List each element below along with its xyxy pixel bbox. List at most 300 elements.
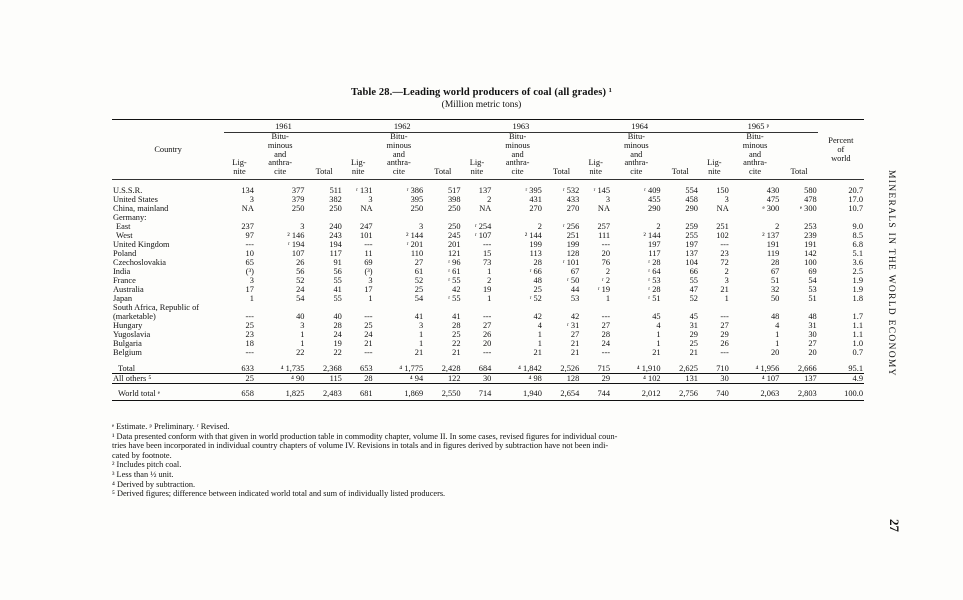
table-cell: 17 (364, 284, 373, 294)
country-name: Poland (113, 248, 137, 258)
table-cell: 67 (570, 266, 580, 276)
table-cell: ʳ 61 (448, 266, 461, 276)
table-cell: 45 (652, 311, 661, 321)
table-cell: 1,869 (374, 383, 425, 400)
table-cell: ⁴ 90 (255, 373, 306, 383)
table-cell: 1,940 (492, 383, 543, 400)
country-name: Germany: (113, 212, 147, 222)
table-cell: 29 (580, 373, 611, 383)
table-cell: ʳ 201 (406, 239, 424, 249)
table-cell: 684 (462, 357, 493, 374)
table-cell: 290 (685, 203, 698, 213)
header-total: Total (543, 133, 580, 180)
table-cell: 24 (296, 284, 305, 294)
table-cell: 22 (296, 347, 305, 357)
table-cell: 22 (452, 338, 461, 348)
table-cell: 19 (333, 338, 342, 348)
country-name: Czechoslovakia (113, 257, 167, 267)
table-cell (543, 213, 580, 222)
table-cell: 41 (452, 311, 461, 321)
table-cell: 42 (570, 311, 580, 321)
table-row (112, 357, 864, 374)
table-cell: ʳ 31 (566, 320, 580, 330)
table-cell: ʳ 28 (648, 284, 661, 294)
table-cell: 15 (482, 248, 492, 258)
table-cell (255, 213, 306, 222)
table-cell: 47 (689, 284, 698, 294)
table-cell: 137 (478, 185, 492, 195)
table-cell: 455 (648, 194, 661, 204)
table-cell: 2 (487, 194, 492, 204)
table-cell: 1 (656, 338, 661, 348)
header-bituminous: Bitu- minous and anthra- cite (255, 133, 306, 180)
table-cell: 45 (689, 311, 698, 321)
table-cell: 32 (770, 284, 780, 294)
table-cell: 255 (685, 230, 698, 240)
table-cell: 18 (245, 338, 254, 348)
table-cell: 67 (770, 266, 780, 276)
table-cell: (³) (364, 266, 373, 276)
table-cell: 3 (418, 221, 424, 231)
table-cell: 3 (300, 320, 305, 330)
table-cell: 1.1 (852, 320, 863, 330)
table-row (112, 195, 864, 204)
table-cell: 55 (689, 275, 698, 285)
table-cell: 25 (414, 284, 424, 294)
table-cell: 102 (716, 230, 729, 240)
table-cell: 40 (333, 311, 342, 321)
table-cell: 1 (775, 329, 780, 339)
table-cell: 2,483 (305, 383, 342, 400)
table-cell: 56 (333, 266, 342, 276)
country-name: (marketable) (113, 311, 156, 321)
country-name: South Africa, Republic of (113, 302, 200, 312)
table-cell: 2,526 (543, 357, 580, 374)
table-cell: 22 (333, 347, 342, 357)
table-cell: 377 (291, 185, 305, 195)
table-cell: 111 (598, 230, 611, 240)
table-cell: 2,666 (780, 357, 817, 374)
table-cell: 251 (716, 221, 729, 231)
footnotes (112, 422, 864, 499)
table-cell: 72 (720, 257, 729, 267)
table-cell: 1 (418, 338, 424, 348)
table-cell: 27 (720, 320, 729, 330)
table-cell (780, 213, 817, 222)
country-name: East (116, 221, 131, 231)
header-bituminous: Bitu- minous and anthra- cite (611, 133, 662, 180)
coal-table-container (112, 119, 864, 401)
table-cell: ʳ 19 (597, 284, 611, 294)
table-cell: --- (482, 347, 492, 357)
table-cell: 26 (296, 257, 305, 267)
header-year: 1963 (462, 120, 581, 133)
table-row (112, 303, 864, 312)
table-cell: 23 (720, 248, 729, 258)
table-cell: 131 (662, 373, 699, 383)
table-cell: ʳ 256 (562, 221, 580, 231)
table-cell: 250 (329, 203, 342, 213)
table-cell: 2,012 (611, 383, 662, 400)
table-cell: 48 (533, 275, 542, 285)
table-cell: 53 (808, 284, 817, 294)
footnote-line: ³ Less than ½ unit. (112, 469, 174, 479)
table-cell: 3 (300, 221, 305, 231)
footnote-line: ² Includes pitch coal. (112, 460, 182, 470)
table-cell: 51 (808, 293, 817, 303)
table-cell: --- (482, 239, 492, 249)
table-row (112, 373, 864, 383)
header-bituminous: Bitu- minous and anthra- cite (730, 133, 781, 180)
table-cell: 117 (648, 248, 661, 258)
table-cell (462, 303, 493, 312)
table-row (112, 285, 864, 294)
table-cell: 1.9 (852, 284, 863, 294)
table-cell: 458 (685, 194, 698, 204)
table-cell: 128 (543, 373, 580, 383)
table-cell: 76 (601, 257, 611, 267)
country-name: India (113, 266, 131, 276)
table-cell: 554 (685, 185, 698, 195)
table-cell: 25 (533, 284, 542, 294)
header-lignite: Lig- nite (224, 133, 255, 180)
table-cell: 259 (685, 221, 698, 231)
table-cell: 23 (245, 329, 254, 339)
table-cell: 1 (300, 338, 305, 348)
table-cell: 27 (570, 329, 580, 339)
table-cell: 25 (224, 373, 255, 383)
table-cell: ⁴ 1,735 (255, 357, 306, 374)
table-cell: 2,654 (543, 383, 580, 400)
table-cell: ᵉ 300 (799, 203, 817, 213)
table-cell: 21 (364, 338, 373, 348)
table-cell: 25 (452, 329, 461, 339)
table-cell: 710 (699, 357, 730, 374)
table-cell: 430 (766, 185, 780, 195)
table-cell (730, 303, 781, 312)
table-cell: 4 (656, 320, 661, 330)
table-cell (492, 303, 543, 312)
table-cell: 17.0 (848, 194, 863, 204)
table-cell: 250 (291, 203, 305, 213)
table-cell: NA (479, 203, 492, 213)
country-name: Yugoslavia (113, 329, 151, 339)
table-cell: 142 (804, 248, 817, 258)
table-cell: 475 (766, 194, 780, 204)
table-cell (699, 213, 730, 222)
footnote-line: cated by footnote. (112, 450, 172, 460)
table-cell: 50 (770, 293, 780, 303)
table-cell: 27 (808, 338, 817, 348)
table-cell (543, 303, 580, 312)
table-cell: 199 (529, 239, 542, 249)
table-cell: 1 (724, 293, 729, 303)
table-cell: --- (364, 347, 373, 357)
table-cell (662, 213, 699, 222)
table-cell: ʳ 386 (406, 185, 424, 195)
table-cell: 69 (808, 266, 817, 276)
country-name: United States (113, 194, 158, 204)
table-row (112, 321, 864, 330)
table-cell: 107 (291, 248, 305, 258)
table-cell: ʳ 145 (593, 185, 611, 195)
table-cell: 100 (804, 257, 817, 267)
table-cell: 395 (410, 194, 424, 204)
table-cell: --- (364, 311, 373, 321)
table-cell: 42 (533, 311, 542, 321)
table-cell: ʳ 53 (648, 275, 661, 285)
table-cell: 10.7 (848, 203, 863, 213)
table-cell: 24 (601, 338, 611, 348)
table-cell: 9.0 (852, 221, 863, 231)
table-cell: 2 (605, 266, 611, 276)
table-cell: 1 (537, 338, 542, 348)
table-row (112, 330, 864, 339)
table-cell (374, 213, 425, 222)
table-cell (699, 303, 730, 312)
country-name: World total ᵉ (112, 383, 224, 400)
table-cell: 270 (566, 203, 580, 213)
table-cell (255, 303, 306, 312)
table-row (112, 258, 864, 267)
table-cell: 3 (605, 194, 611, 204)
table-cell: ʳ 131 (356, 185, 373, 195)
header-percent: Percent of world (818, 120, 864, 180)
table-cell: 29 (720, 329, 729, 339)
table-cell: 290 (648, 203, 661, 213)
table-cell: 2,803 (780, 383, 817, 400)
table-cell: --- (364, 239, 373, 249)
table-row (112, 276, 864, 285)
table-cell: 633 (224, 357, 255, 374)
table-cell: 150 (716, 185, 729, 195)
table-cell: 52 (296, 275, 305, 285)
table-cell: ² 144 (524, 230, 542, 240)
table-cell: 191 (766, 239, 780, 249)
table-row (112, 213, 864, 222)
table-cell: ʳ 194 (287, 239, 305, 249)
table-cell: 55 (333, 275, 342, 285)
table-cell: 201 (447, 239, 461, 249)
table-cell: ⁴ 102 (611, 373, 662, 383)
table-cell: 191 (804, 239, 817, 249)
table-cell: 69 (364, 257, 373, 267)
table-cell: --- (601, 311, 611, 321)
table-row (112, 222, 864, 231)
table-cell: 52 (689, 293, 698, 303)
table-cell: 2 (537, 221, 542, 231)
table-cell: 253 (804, 221, 817, 231)
table-cell: 3 (368, 194, 373, 204)
table-cell: 54 (808, 275, 817, 285)
table-cell: 20 (808, 347, 817, 357)
table-cell: 3 (249, 275, 254, 285)
table-cell: ʳ 2 (601, 275, 611, 285)
table-cell: 40 (296, 311, 305, 321)
table-cell: 110 (410, 248, 424, 258)
table-cell: 247 (360, 221, 373, 231)
table-row (112, 339, 864, 348)
table-cell (343, 303, 374, 312)
country-name: All others ⁵ (112, 373, 224, 383)
table-cell (611, 303, 662, 312)
table-cell: ⁴ 94 (374, 373, 425, 383)
table-cell: ʳ 55 (448, 293, 461, 303)
header-year: 1961 (224, 120, 343, 133)
running-header: MINERALS IN THE WORLD ECONOMY (886, 170, 896, 377)
table-row (112, 383, 864, 400)
country-name: West (116, 230, 133, 240)
table-cell: ² 144 (643, 230, 661, 240)
table-cell (730, 213, 781, 222)
table-row (112, 348, 864, 357)
table-cell: 194 (329, 239, 342, 249)
table-cell: 21 (452, 347, 461, 357)
table-cell: 10 (245, 248, 254, 258)
table-cell: 2 (656, 221, 661, 231)
table-cell: 1 (605, 293, 611, 303)
country-name: Japan (113, 293, 133, 303)
table-cell: 19 (482, 284, 492, 294)
table-cell: 433 (566, 194, 580, 204)
table-cell: 28 (601, 329, 611, 339)
table-cell: 250 (410, 203, 424, 213)
table-cell: 3 (724, 194, 729, 204)
table-cell: ² 144 (405, 230, 424, 240)
table-cell (343, 213, 374, 222)
table-cell (818, 303, 864, 312)
table-cell: 1 (487, 266, 492, 276)
table-cell: 61 (414, 266, 424, 276)
table-cell: ² 137 (762, 230, 780, 240)
table-cell: --- (245, 347, 254, 357)
table-cell: 20 (770, 347, 780, 357)
table-cell: 1.7 (852, 311, 863, 321)
table-cell: 1.1 (852, 329, 863, 339)
table-cell: 97 (245, 230, 254, 240)
table-cell: 21 (414, 347, 424, 357)
table-cell (424, 303, 461, 312)
table-cell: 3 (418, 320, 424, 330)
table-cell: 30 (808, 329, 817, 339)
table-cell: 4 (775, 320, 780, 330)
country-name: Hungary (113, 320, 143, 330)
footnote-line: ¹ Data presented conform with that given in world production table in commodity chapter, volume II. In some cases, revised figures for individual coun- (112, 431, 618, 441)
table-cell (611, 213, 662, 222)
table-title: Table 28.—Leading world producers of coal (all grades) ¹ (350, 87, 613, 98)
country-name: Total (112, 357, 224, 374)
table-cell: 21 (720, 284, 729, 294)
header-lignite: Lig- nite (699, 133, 730, 180)
table-cell: 54 (296, 293, 305, 303)
table-cell: 398 (447, 194, 461, 204)
table-cell: 681 (343, 383, 374, 400)
table-cell: ʳ 254 (474, 221, 492, 231)
table-cell: ⁴ 1,910 (611, 357, 662, 374)
table-cell: 478 (804, 194, 817, 204)
table-row (112, 294, 864, 303)
header-country: Country (112, 120, 224, 180)
table-row (112, 267, 864, 276)
table-cell: 2,625 (662, 357, 699, 374)
table-cell: 1 (368, 293, 373, 303)
table-cell: 1.9 (852, 275, 863, 285)
table-cell: 48 (770, 311, 780, 321)
table-cell: 28 (533, 257, 542, 267)
table-cell: 122 (424, 373, 461, 383)
table-cell: 1 (775, 338, 780, 348)
table-cell: ʳ 107 (474, 230, 492, 240)
table-cell: 26 (720, 338, 729, 348)
table-cell: 21 (533, 347, 542, 357)
table-cell: 2,368 (305, 357, 342, 374)
table-cell (224, 303, 255, 312)
table-cell (492, 213, 543, 222)
table-cell (305, 303, 342, 312)
table-cell (662, 303, 699, 312)
table-cell (580, 303, 611, 312)
table-cell: ʳ 50 (566, 275, 580, 285)
table-cell: 41 (414, 311, 424, 321)
table-cell: 580 (804, 185, 817, 195)
country-name: United Kingdom (113, 239, 170, 249)
header-year: 1962 (343, 120, 462, 133)
table-cell: 100.0 (818, 383, 864, 400)
table-cell: 511 (329, 185, 342, 195)
table-cell: 245 (447, 230, 461, 240)
table-cell: 1,825 (255, 383, 306, 400)
header-total: Total (424, 133, 461, 180)
table-cell: 28 (452, 320, 461, 330)
table-cell: 42 (452, 284, 461, 294)
table-cell: 1 (300, 329, 305, 339)
header-total: Total (305, 133, 342, 180)
table-cell: 3 (249, 194, 254, 204)
table-cell: 95.1 (818, 357, 864, 374)
table-cell: 431 (529, 194, 542, 204)
table-cell: 52 (414, 275, 424, 285)
table-cell (424, 213, 461, 222)
table-cell: 237 (241, 221, 254, 231)
table-cell: 20 (601, 248, 611, 258)
table-cell (224, 213, 255, 222)
table-cell: 1 (418, 329, 424, 339)
table-cell: 137 (685, 248, 698, 258)
table-cell: 6.8 (852, 239, 863, 249)
table-cell: ʳ 409 (644, 185, 661, 195)
table-cell: 250 (447, 203, 461, 213)
table-cell: 115 (305, 373, 342, 383)
table-cell: 3 (724, 275, 729, 285)
table-cell: 30 (699, 373, 730, 383)
table-row (112, 312, 864, 321)
table-cell: 27 (482, 320, 492, 330)
table-cell: 1.8 (852, 293, 863, 303)
table-cell: 1.0 (852, 338, 863, 348)
table-cell: 270 (529, 203, 542, 213)
table-cell: 30 (462, 373, 493, 383)
header-year: 1965 ᵖ (699, 120, 818, 133)
table-cell: 8.5 (852, 230, 863, 240)
table-cell: 28 (343, 373, 374, 383)
table-cell: 91 (333, 257, 342, 267)
table-cell: ᵉ 300 (762, 203, 780, 213)
table-cell: 25 (689, 338, 698, 348)
table-cell: 113 (529, 248, 542, 258)
table-cell: 48 (808, 311, 817, 321)
table-cell (305, 213, 342, 222)
table-cell (780, 303, 817, 312)
